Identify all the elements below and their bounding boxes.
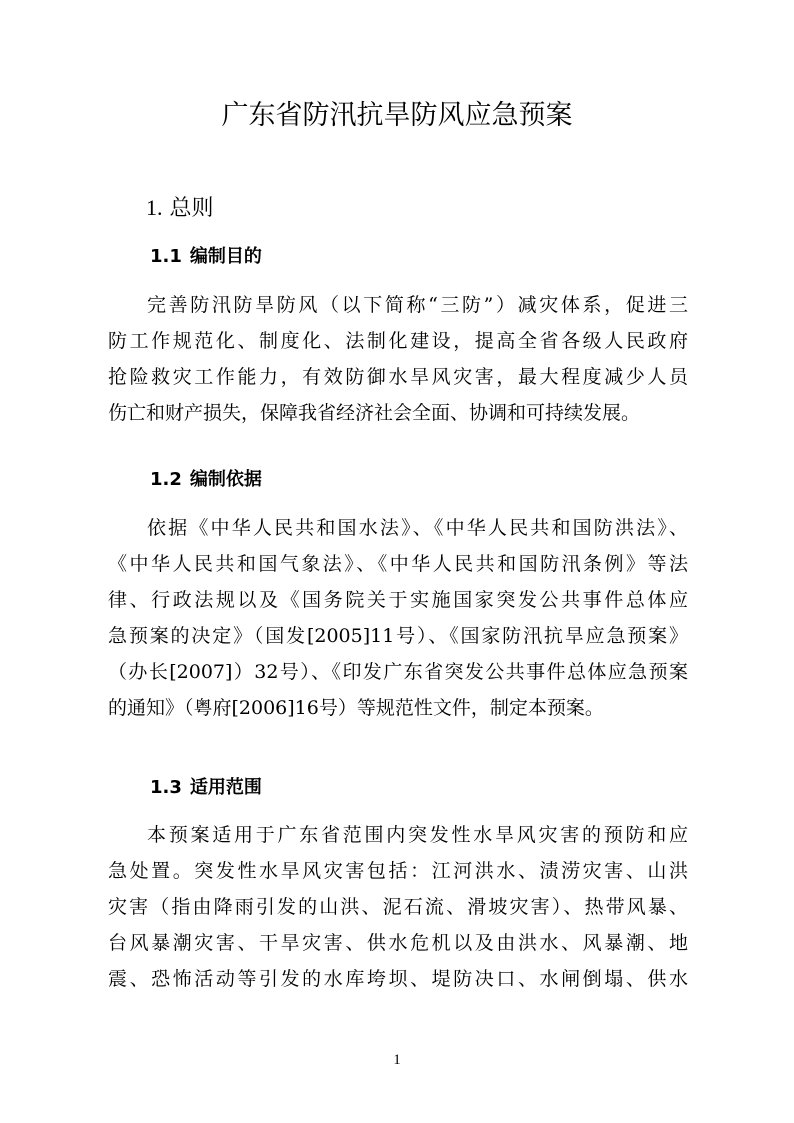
subsection-title: 编制依据 bbox=[189, 469, 262, 490]
subsection-heading-basis bbox=[150, 465, 262, 495]
document-title: 广东省防汛抗旱防风应急预案 bbox=[221, 100, 573, 131]
subsection-title: 编制目的 bbox=[189, 246, 262, 267]
section-number: 1. bbox=[146, 195, 163, 220]
paragraph-line: 灾害（指由降雨引发的山洪、泥石流、滑坡灾害）、热带风暴、 bbox=[108, 896, 688, 918]
paragraph-basis bbox=[108, 510, 688, 726]
section-heading bbox=[146, 190, 214, 227]
page-number: 1 bbox=[393, 1052, 401, 1068]
paragraph-line: 本预案适用于广东省范围内突发性水旱风灾害的预防和应 bbox=[147, 824, 688, 846]
paragraph-line: 伤亡和财产损失，保障我省经济社会全面、协调和可持续发展。 bbox=[108, 402, 641, 424]
paragraph-line: 律、行政法规以及《国务院关于实施国家突发公共事件总体应 bbox=[108, 589, 688, 611]
paragraph-line: 急处置。突发性水旱风灾害包括：江河洪水、渍涝灾害、山洪 bbox=[108, 860, 688, 882]
paragraph-scope bbox=[108, 817, 688, 997]
paragraph-line: 《中华人民共和国气象法》、《中华人民共和国防汛条例》等法 bbox=[108, 553, 688, 575]
paragraph-line: （办长[2007]）32号）、《印发广东省突发公共事件总体应急预案 bbox=[108, 661, 688, 683]
subsection-heading-purpose bbox=[150, 242, 262, 272]
paragraph-purpose bbox=[108, 287, 688, 431]
paragraph-line: 防工作规范化、制度化、法制化建设，提高全省各级人民政府 bbox=[108, 330, 688, 352]
paragraph-line: 完善防汛防旱防风（以下简称“三防”）减灾体系，促进三 bbox=[147, 294, 688, 316]
subsection-number: 1.2 bbox=[150, 469, 182, 490]
paragraph-line: 台风暴潮灾害、干旱灾害、供水危机以及由洪水、风暴潮、地 bbox=[108, 932, 688, 954]
subsection-number: 1.1 bbox=[150, 246, 182, 267]
subsection-number: 1.3 bbox=[150, 777, 182, 798]
paragraph-line: 急预案的决定》（国发[2005]11号）、《国家防汛抗旱应急预案》 bbox=[108, 625, 688, 647]
paragraph-line: 的通知》（粤府[2006]16号）等规范性文件，制定本预案。 bbox=[108, 697, 604, 719]
subsection-title: 适用范围 bbox=[189, 777, 262, 798]
paragraph-line: 抢险救灾工作能力，有效防御水旱风灾害，最大程度减少人员 bbox=[108, 366, 688, 388]
subsection-heading-scope bbox=[150, 773, 262, 803]
paragraph-line: 依据《中华人民共和国水法》、《中华人民共和国防洪法》、 bbox=[147, 517, 688, 539]
section-title: 总则 bbox=[169, 196, 214, 221]
paragraph-line: 震、恐怖活动等引发的水库垮坝、堤防决口、水闸倒塌、供水 bbox=[108, 968, 688, 990]
